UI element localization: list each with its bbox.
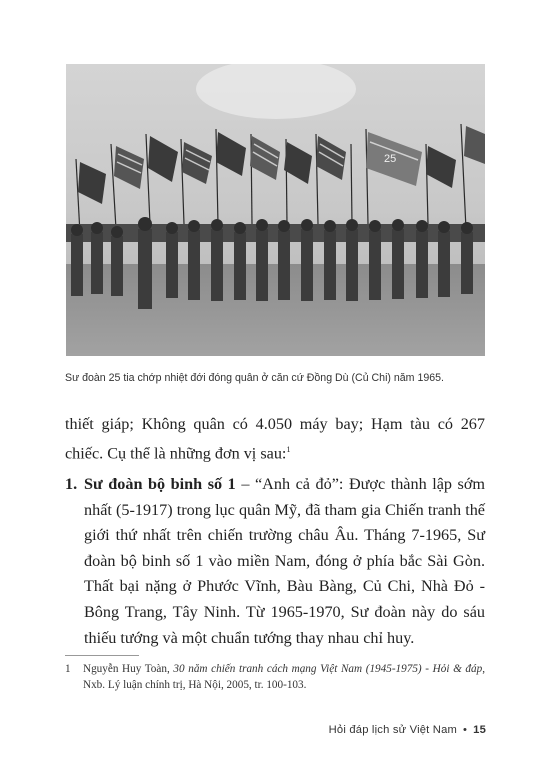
intro-text: thiết giáp; Không quân có 4.050 máy bay; Hạm tàu có 267 chiếc. Cụ thể là những đơn vị sau: [65,415,485,463]
footnote-text [83,661,485,693]
footer-separator: • [463,724,468,736]
page-number: 15 [473,724,486,736]
list-item-body [84,472,485,651]
list-item-title: Sư đoàn bộ binh số 1 [84,475,236,493]
footer-book-title: Hỏi đáp lịch sử Việt Nam [328,724,458,736]
footnote-book-title: 30 năm chiến tranh cách mạng Việt Nam (1945-1975) - Hỏi & đáp [173,663,483,675]
list-item-text: – “Anh cả đỏ”: Được thành lập sớm nhất (5-1917) trong lục quân Mỹ, đã tham gia Chiến tranh thế giới thứ nhất trên chiến trường châu Âu. Tháng 7-1965, Sư đoàn bộ binh số 1 vào miền Nam, đóng ở phía bắc Sài Gòn. Thất bại nặng ở Phước Vĩnh, Bàu Bàng, Củ Chi, Nhà Đỏ - Bông Trang, Tây Ninh. Từ 1965-1970, Sư đoàn này do sáu thiếu tướng và một chuẩn tướng thay nhau chỉ huy. [84,475,486,647]
footnote-number: 1 [65,663,71,675]
intro-paragraph [65,412,485,466]
parade-photo [66,64,485,356]
photo-caption: Sư đoàn 25 tia chớp nhiệt đới đóng quân ở căn cứ Đồng Dù (Củ Chi) năm 1965. [65,372,444,384]
flag-badge-label: 25 [384,153,397,165]
page-footer [329,724,486,736]
military-parade-photo-icon [66,64,485,356]
footnote [65,661,485,693]
footnote-publisher: , Nxb. Lý luận chính trị, Hà Nội, 2005, tr. 100-103. [83,663,485,691]
footnote-marker: 1 [286,445,291,454]
footnote-divider [65,655,139,656]
list-item-number: 1. [65,475,78,493]
list-item [65,472,485,651]
footnote-author: Nguyễn Huy Toàn, [83,663,174,675]
